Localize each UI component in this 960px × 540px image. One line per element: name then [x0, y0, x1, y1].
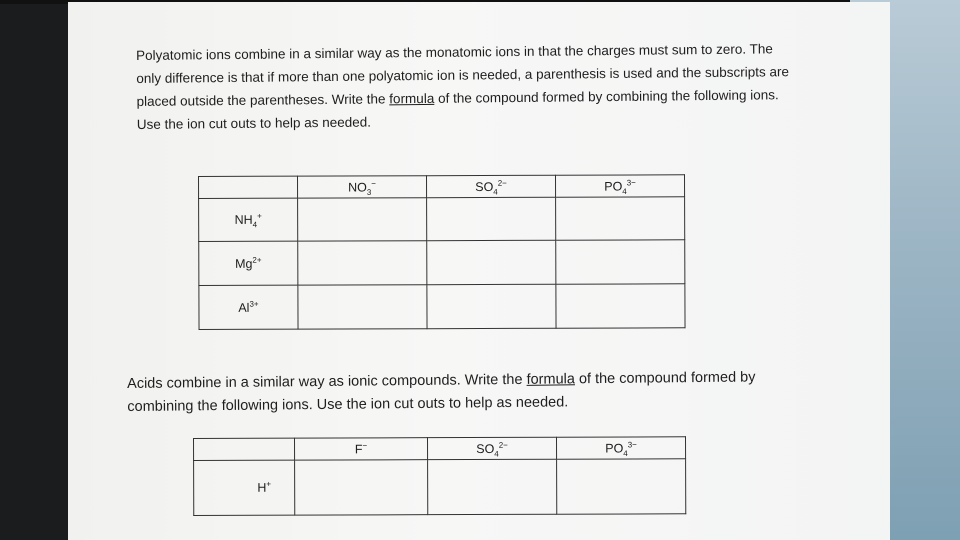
instructions-polyatomic [136, 37, 797, 136]
answer-cell[interactable] [428, 459, 557, 514]
table-row [194, 459, 686, 516]
instructions-text-start: Polyatomic ions combine in a similar way as the monatomic ions in that the charges must sum to zero. The only difference is that if more than one polyatomic ion is needed, a parenthesis is used and the subscripts are placed outside the parentheses. Write the [136, 41, 790, 109]
answer-cell[interactable] [556, 197, 685, 240]
answer-cell[interactable] [556, 240, 685, 284]
header-cell-fluoride: F− [295, 438, 428, 460]
instructions-text-end: of the compound formed by combining the following ions. Use the ion cut outs to help as needed. [127, 369, 756, 415]
answer-cell[interactable] [298, 285, 427, 329]
corner-cell [199, 176, 298, 198]
instructions-text-end: of the compound formed by combining the following ions. Use the ion cut outs to help as needed. [136, 87, 779, 132]
table-header-row [199, 175, 685, 199]
table-row [199, 284, 685, 330]
header-cell-nitrate: $NO_3^-$ [298, 176, 427, 198]
corner-cell [194, 438, 295, 460]
row-label-magnesium: $Mg^{2+}$ [199, 241, 298, 285]
row-label-aluminum: $Al^{3+}$ [199, 285, 298, 329]
header-cell-phosphate: $PO_4^{3-}$ [555, 175, 684, 197]
row-label-ammonium: $NH_4^+$ [199, 198, 298, 241]
answer-cell[interactable] [298, 198, 427, 241]
answer-cell[interactable] [295, 460, 428, 515]
table-row [199, 197, 685, 242]
table-row [199, 240, 685, 286]
answer-cell[interactable] [427, 240, 556, 284]
answer-cell[interactable] [298, 241, 427, 285]
answer-cell[interactable] [427, 197, 556, 240]
acid-table [193, 436, 686, 516]
answer-cell[interactable] [427, 284, 556, 328]
formula-underlined-word: formula [526, 371, 575, 388]
header-cell-phosphate: $PO_4^{3-}$ [556, 437, 685, 459]
header-cell-sulfate: $SO_4^{2-}$ [427, 175, 556, 197]
instructions-acids [127, 366, 797, 419]
answer-cell[interactable] [556, 284, 685, 328]
polyatomic-ion-table [198, 174, 686, 330]
row-label-hydrogen: H+ [194, 460, 295, 515]
header-cell-sulfate: $SO_4^{2-}$ [428, 437, 557, 459]
formula-underlined-word: formula [389, 90, 435, 107]
answer-cell[interactable] [557, 459, 686, 514]
table-header-row [194, 437, 686, 461]
instructions-text-start: Acids combine in a similar way as ionic compounds. Write the [127, 371, 527, 392]
